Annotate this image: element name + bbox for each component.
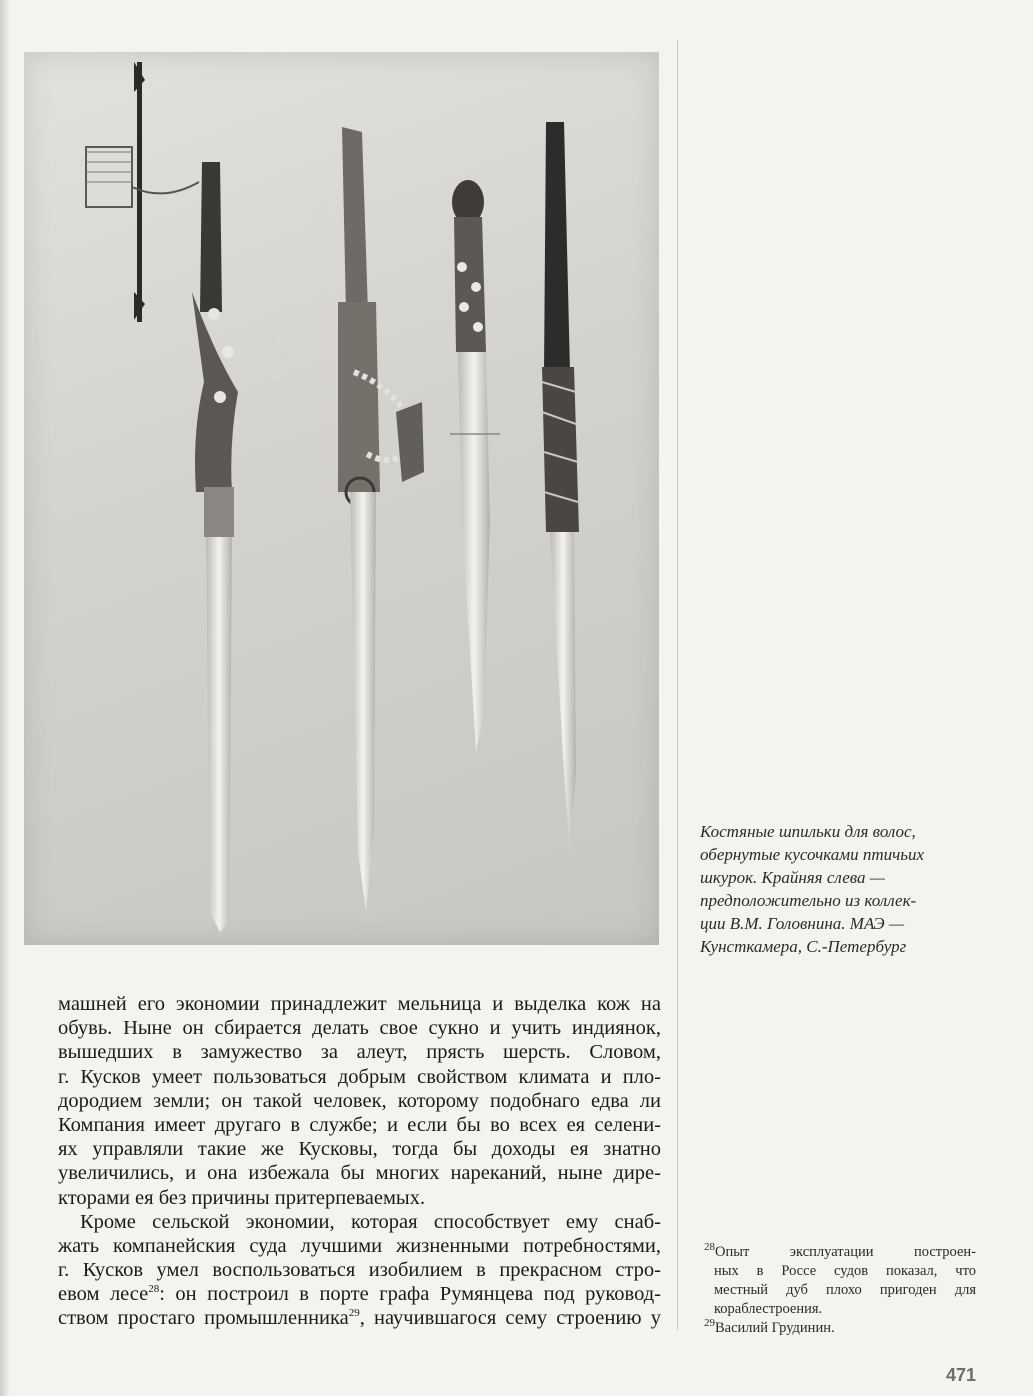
- footnote-number-29: 29: [704, 1317, 715, 1330]
- caption-line: обернутые кусочками птичьих: [700, 845, 925, 864]
- text-line: ях управляли такие же Кусковы, тогда бы доходы ея знатно: [58, 1138, 661, 1161]
- text-line: кторами ея без причины притерпеваемых.: [58, 1186, 426, 1209]
- text-line: Компания имеет другаго в службе; и если бы во всех ея селени-: [58, 1113, 661, 1136]
- text-line-indented: [58, 1210, 661, 1234]
- hairpin-3: [450, 180, 500, 752]
- footnote-ref-29[interactable]: 29: [348, 1307, 360, 1320]
- footnote-ref-28[interactable]: 28: [148, 1283, 160, 1296]
- footnote-28-line: местный дуб плохо пригоден для: [714, 1282, 976, 1298]
- text-line: машней его экономии принадлежит мельница и выделка кож на: [58, 993, 661, 1015]
- footnote-28-line: [704, 1243, 976, 1262]
- page-edge: [0, 0, 10, 1396]
- caption-line: ции В.М. Головнина. МАЭ —: [700, 914, 904, 933]
- text-line: увеличились, и она избежала бы многих нареканий, ныне дире-: [58, 1162, 661, 1185]
- hairpin-1: [86, 62, 238, 932]
- footnote-28-line: кораблестроения.: [714, 1301, 823, 1317]
- caption-line: Кунсткамера, С.-Петербург: [700, 937, 907, 956]
- footnote-number-28: 28: [704, 1241, 715, 1254]
- hairpin-2: [274, 127, 424, 912]
- caption-line: предположительно из коллек-: [700, 891, 917, 910]
- text-fragment: ством простаго промышленника: [58, 1307, 349, 1330]
- footnote-text: Опыт эксплуатации построен-: [715, 1244, 976, 1260]
- text-line: дородием земли; он такой человек, которому подобнаго едва ли: [58, 1089, 661, 1112]
- text-line: г. Кусков умеет пользоваться добрым свойством климата и пло-: [58, 1065, 661, 1088]
- text-line-with-footnote-28: [58, 1282, 661, 1306]
- text-line: г. Кусков умел воспользоваться изобилием в прекрасном стро-: [58, 1259, 661, 1282]
- footnotes: [704, 1243, 976, 1338]
- column-divider: [677, 40, 678, 1330]
- hairpins-illustration: [24, 52, 659, 945]
- footnote-28-line: ных в Россе судов показал, что: [714, 1263, 976, 1279]
- text-line: жать компанейския суда лучшими жизненными потребностями,: [58, 1234, 661, 1257]
- text-fragment: : он построил в порте графа Румянцева под руковод-: [159, 1283, 661, 1306]
- text-line: вышедших в замужество за алеут, прясть шерсть. Словом,: [58, 1041, 661, 1064]
- caption-line: шкурок. Крайняя слева —: [700, 868, 885, 887]
- photo-caption: [700, 820, 980, 958]
- footnote-text: Василий Грудинин.: [715, 1320, 835, 1336]
- text-fragment: , научившагося сему строению у: [359, 1307, 661, 1330]
- text-line: обувь. Ныне он сбирается делать свое сукно и учить индиянок,: [58, 1017, 661, 1040]
- page-number: 471: [946, 1365, 977, 1385]
- main-text: [58, 992, 661, 1331]
- text-line-with-footnote-29: [58, 1306, 661, 1330]
- photograph: [24, 52, 659, 945]
- text-line-content: Кроме сельской экономии, которая способствует ему снаб-: [80, 1210, 661, 1233]
- hairpin-4: [542, 122, 579, 852]
- text-fragment: евом лесе: [58, 1283, 149, 1306]
- footnote-29-line: [704, 1319, 976, 1338]
- caption-line: Костяные шпильки для волос,: [700, 822, 916, 841]
